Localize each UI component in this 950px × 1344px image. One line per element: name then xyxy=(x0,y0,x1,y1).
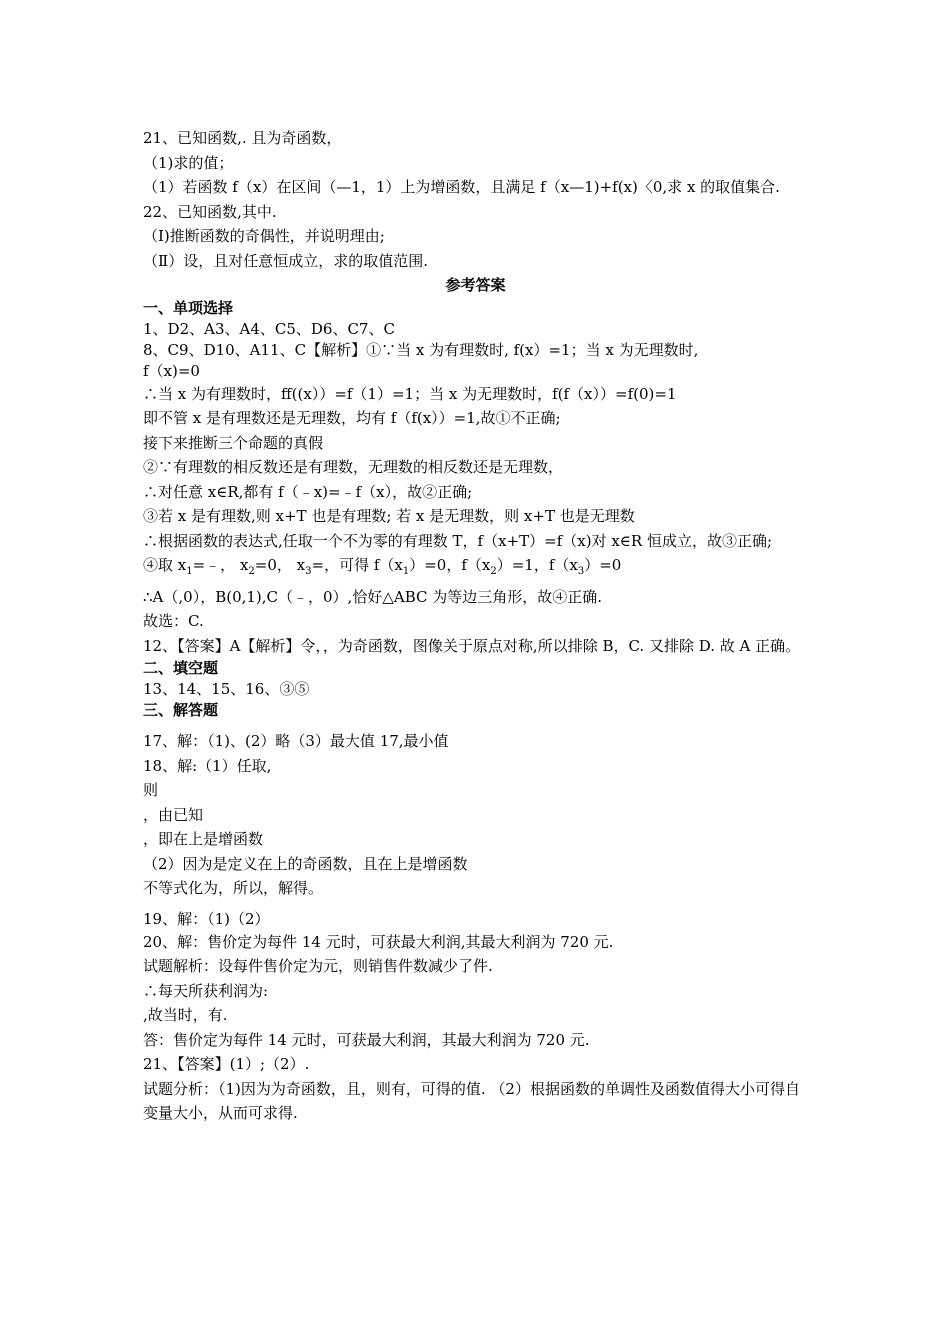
text-line: 22、已知函数,其中. xyxy=(143,202,277,221)
text-line: 不等式化为，所以，解得。 xyxy=(143,879,324,897)
text-line: 8、C9、D10、A11、C【解析】①∵当 x 为有理数时, f(x）=1；当 x 为无理数时, xyxy=(143,340,699,359)
text-line: 故选：C. xyxy=(143,612,204,630)
text-line: 18、解:（1）任取, xyxy=(143,756,272,775)
text-line: f（x)=0 xyxy=(143,361,200,380)
text-line: 13、14、15、16、③⑤ xyxy=(143,680,310,698)
text-line: 20、解：售价定为每件 14 元时，可获最大利润,其最大利润为 720 元. xyxy=(143,932,614,951)
text-line: 12、【答案】A【解析】令，，为奇函数，图像关于原点对称,所以排除 B，C. 又排除 D. 故 A 正确。 xyxy=(143,636,801,655)
text-line: ②∵有理数的相反数还是有理数，无理数的相反数还是无理数， xyxy=(143,458,564,476)
text-line: 19、解：（1)（2） xyxy=(143,909,270,928)
section-heading: 二、填空题 xyxy=(143,659,219,677)
text-line: 即不管 x 是有理数还是无理数，均有 f（f(x））=1,故①不正确; xyxy=(143,409,561,427)
text-line: 17、解：（1)、(2）略（3）最大值 17,最小值 xyxy=(143,732,449,750)
section-heading: 一、单项选择 xyxy=(143,298,234,317)
text-line-subscripts: ④取 $x_1=﹣$， $x_2=0$， $x_3=$，可得 $f(x_1)=0$，$f(x_2)=1$，$f(x_3)=0$ xyxy=(143,556,622,577)
text-line: ,故当时，有. xyxy=(143,1006,228,1024)
answer-title: 参考答案 xyxy=(445,276,506,294)
text-line: 试题解析：设每件售价定为元，则销售件数减少了件. xyxy=(143,957,493,975)
text-line: ∴对任意 x∈R,都有 f（﹣x)=﹣f（x），故②正确; xyxy=(143,482,473,501)
text-line: ∴当 x 为有理数时，ff((x））=f（1）=1；当 x 为无理数时，f(f（x））=f(0)=1 xyxy=(143,384,677,403)
text-line: 接下来推断三个命题的真假 xyxy=(143,433,324,452)
text-line: ③若 x 是有理数,则 x+T 也是有理数; 若 x 是无理数，则 x+T 也是无理数 xyxy=(143,507,635,525)
text-line: 21、【答案】(1）;（2）. xyxy=(143,1055,310,1073)
text-line: （1）若函数 f（x）在区间（—1，1）上为增函数，且满足 f（x—1)+f(x)〈0,求 x 的取值集合. xyxy=(143,178,780,196)
document-page xyxy=(143,126,808,1126)
text-line: ∴每天所获利润为: xyxy=(143,981,269,1000)
section-heading: 三、解答题 xyxy=(143,701,219,719)
text-line: 21、已知函数,. 且为奇函数， xyxy=(143,129,342,147)
text-line: （1)求的值； xyxy=(143,153,234,172)
text-line: ∴根据函数的表达式,任取一个不为零的有理数 T，f（x+T）=f（x)对 x∈R 恒成立，故③正确; xyxy=(143,531,773,550)
text-line: 则 xyxy=(143,781,159,799)
text-line: ，由已知 xyxy=(143,805,204,824)
text-line: （Ⅱ）设，且对任意恒成立，求的取值范围. xyxy=(143,251,428,270)
text-line: 答：售价定为每件 14 元时，可获最大利润，其最大利润为 720 元. xyxy=(143,1030,590,1049)
text-line: 1、D2、A3、A4、C5、D6、C7、C xyxy=(143,319,395,338)
text-line: ，即在上是增函数 xyxy=(143,830,264,848)
text-line: （2）因为是定义在上的奇函数，且在上是增函数 xyxy=(143,854,468,873)
text-line: （Ⅰ)推断函数的奇偶性，并说明理由; xyxy=(143,227,385,245)
text-line: ∴A（,0），B(0,1),C（﹣，0）,恰好△ABC 为等边三角形，故④正确. xyxy=(143,587,603,606)
text-line: 试题分析：（1)因为为奇函数，且，则有，可得的值. （2）根据函数的单调性及函数值得大小可得自变量大小，从而可求得. xyxy=(143,1079,800,1122)
